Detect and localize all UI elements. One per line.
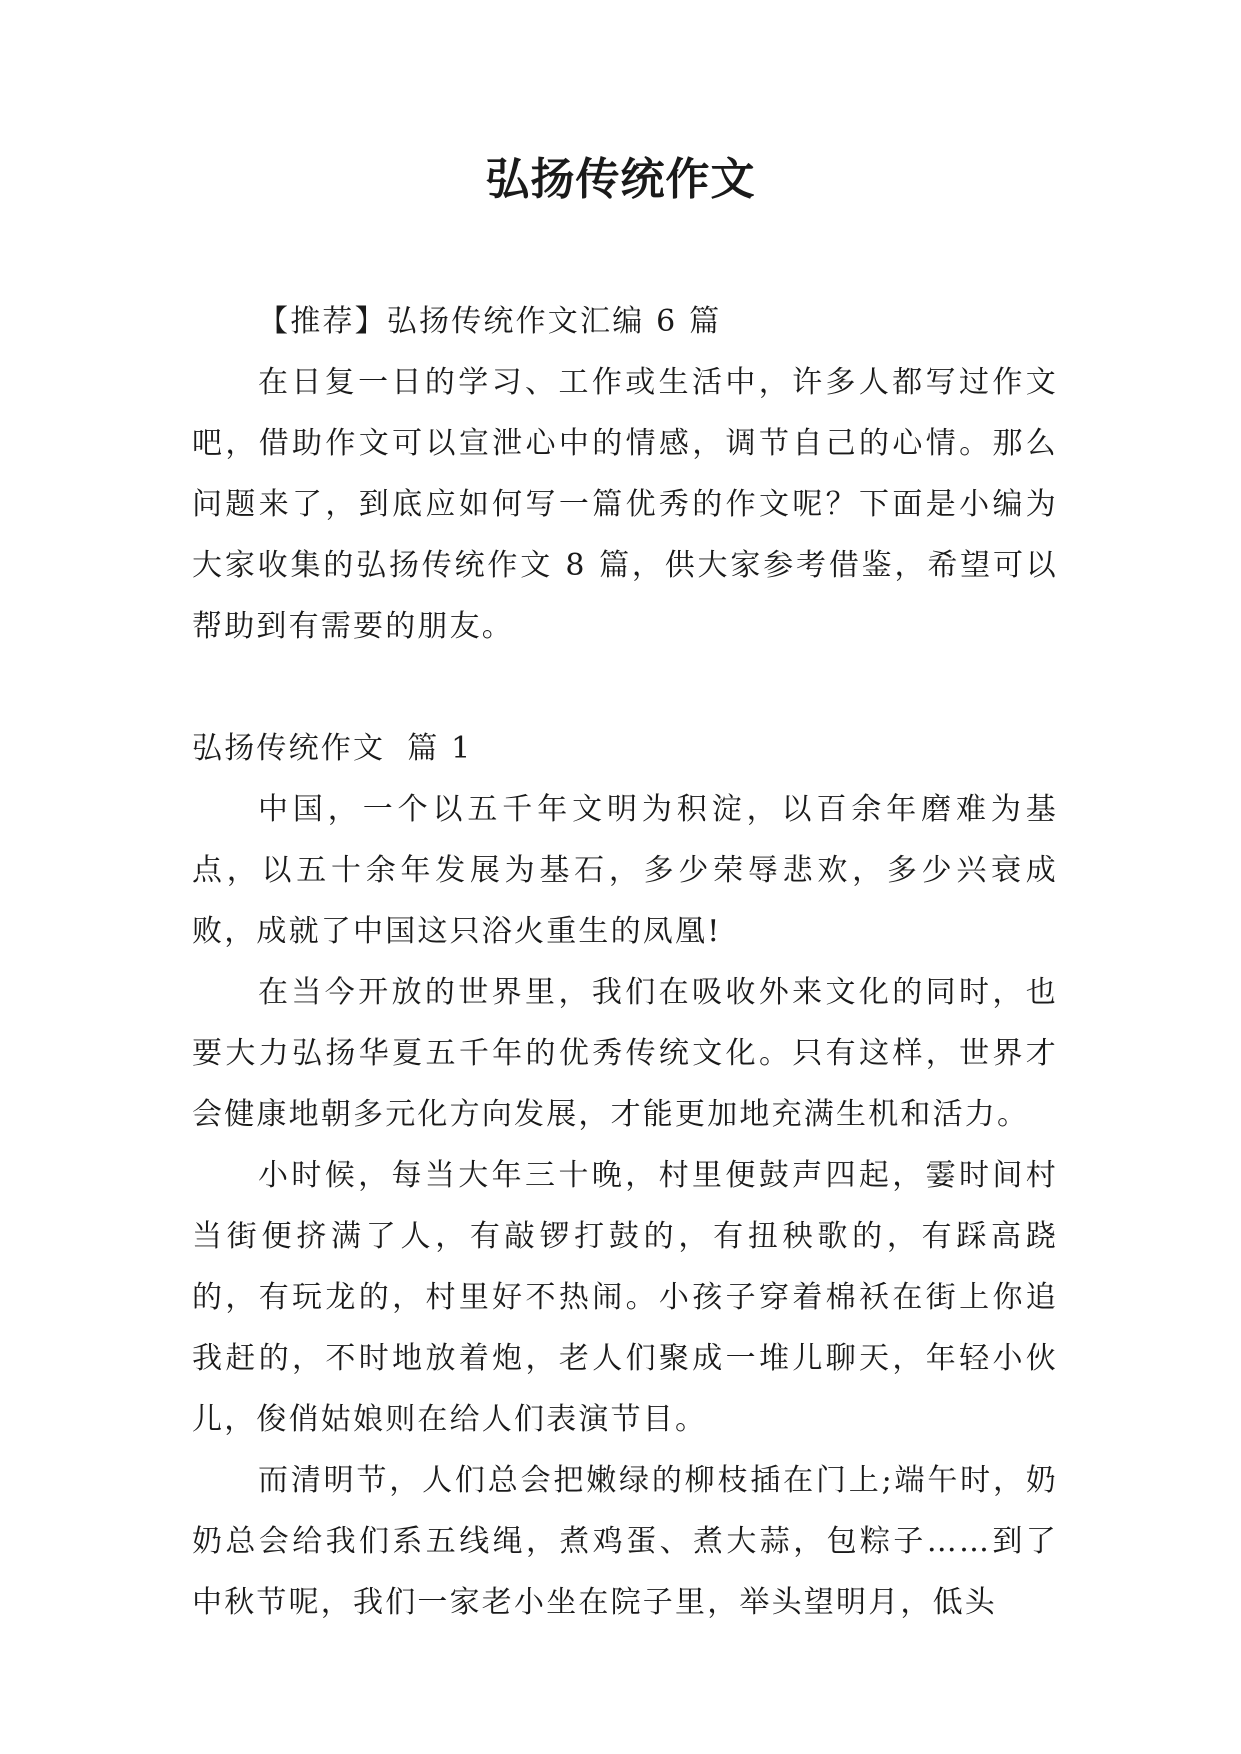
section-paragraph-4: 而清明节，人们总会把嫩绿的柳枝插在门上;端午时，奶奶总会给我们系五线绳，煮鸡蛋、煮大蒜，包粽子……到了中秋节呢，我们一家老小坐在院子里，举头望明月，低头 bbox=[192, 1463, 1058, 1620]
section-heading-title: 弘扬传统作文 bbox=[192, 731, 386, 766]
section-heading bbox=[192, 718, 1058, 779]
document-title: 弘扬传统作文 bbox=[485, 154, 756, 205]
section-paragraph-1: 中国，一个以五千年文明为积淀，以百余年磨难为基点，以五十余年发展为基石，多少荣辱悲欢，多少兴衰成败，成就了中国这只浴火重生的凤凰! bbox=[192, 792, 1058, 949]
section-paragraph-3: 小时候，每当大年三十晚，村里便鼓声四起，霎时间村当街便挤满了人，有敲锣打鼓的，有扭秧歌的，有踩高跷的，有玩龙的，村里好不热闹。小孩子穿着棉袄在街上你追我赶的，不时地放着炮，老人们聚成一堆儿聊天，年轻小伙儿，俊俏姑娘则在给人们表演节目。 bbox=[192, 1158, 1058, 1437]
section-paragraph-2: 在当今开放的世界里，我们在吸收外来文化的同时，也要大力弘扬华夏五千年的优秀传统文化。只有这样，世界才会健康地朝多元化方向发展，才能更加地充满生机和活力。 bbox=[192, 975, 1058, 1132]
document-body bbox=[192, 291, 1058, 1633]
section-heading-number: 篇 1 bbox=[407, 731, 473, 766]
intro-paragraph: 在日复一日的学习、工作或生活中，许多人都写过作文吧，借助作文可以宣泄心中的情感，调节自己的心情。那么问题来了，到底应如何写一篇优秀的作文呢？下面是小编为大家收集的弘扬传统作文 8 篇，供大家参考借鉴，希望可以帮助到有需要的朋友。 bbox=[192, 365, 1058, 644]
recommend-line: 【推荐】弘扬传统作文汇编 6 篇 bbox=[258, 304, 722, 339]
